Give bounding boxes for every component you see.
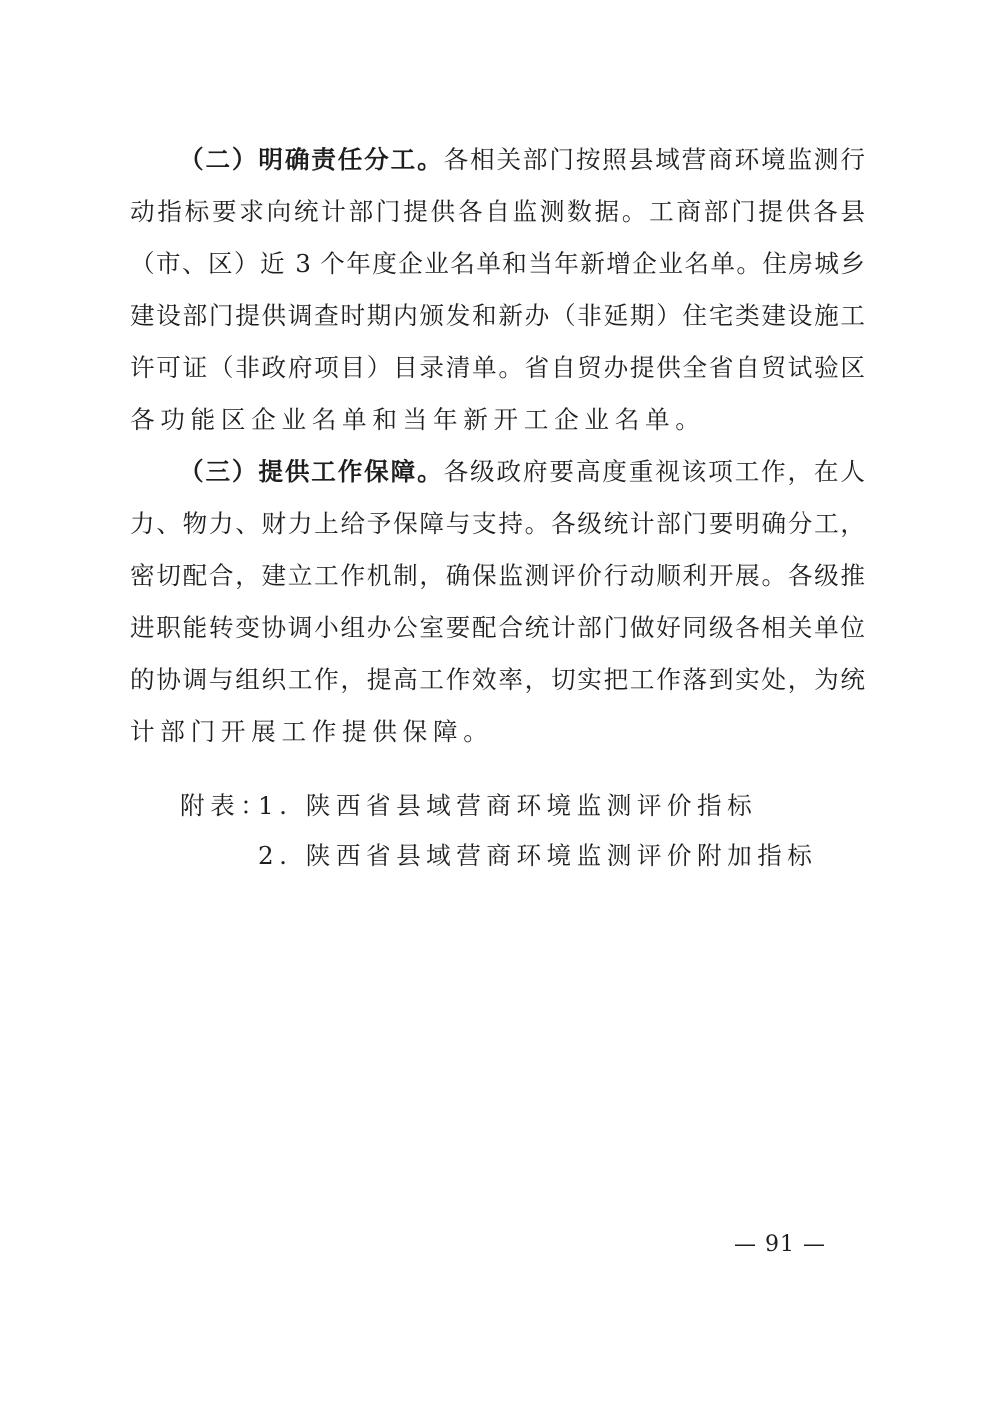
attachments-label: 附表： — [180, 791, 271, 820]
section-2-line-3: （市、区）近 3 个年度企业名单和当年新增企业名单。住房城乡 — [130, 249, 865, 278]
section-2-heading: （二）明确责任分工。 — [179, 145, 444, 174]
attachment-item-1: 1. 陕西省县域营商环境监测评价指标 — [258, 791, 758, 820]
section-3-line-4: 进职能转变协调小组办公室要配合统计部门做好同级各相关单位 — [130, 613, 865, 642]
section-3-line-1 — [179, 446, 865, 498]
section-3-line-5: 的协调与组织工作，提高工作效率，切实把工作落到实处，为统 — [130, 665, 865, 694]
section-2-line-5: 许可证（非政府项目）目录清单。省自贸办提供全省自贸试验区 — [130, 353, 865, 382]
section-3-line-3: 密切配合，建立工作机制，确保监测评价行动顺利开展。各级推 — [130, 561, 865, 590]
section-2-line-6: 各功能区企业名单和当年新开工企业名单。 — [130, 405, 706, 434]
section-2-line-2: 动指标要求向统计部门提供各自监测数据。工商部门提供各县 — [130, 197, 865, 226]
section-2-line-1 — [179, 134, 865, 186]
section-2-text: 各相关部门按照县域营商环境监测行 — [443, 145, 865, 174]
page-number: — 91 — — [734, 1232, 826, 1257]
section-3-line-2: 力、物力、财力上给予保障与支持。各级统计部门要明确分工， — [130, 509, 865, 538]
attachment-item-2: 2. 陕西省县域营商环境监测评价附加指标 — [258, 841, 818, 870]
section-3-heading: （三）提供工作保障。 — [179, 457, 444, 486]
section-3-text: 各级政府要高度重视该项工作，在人 — [443, 457, 865, 486]
section-2-line-4: 建设部门提供调查时期内颁发和新办（非延期）住宅类建设施工 — [130, 301, 865, 330]
section-3-line-6: 计部门开展工作提供保障。 — [130, 717, 494, 746]
